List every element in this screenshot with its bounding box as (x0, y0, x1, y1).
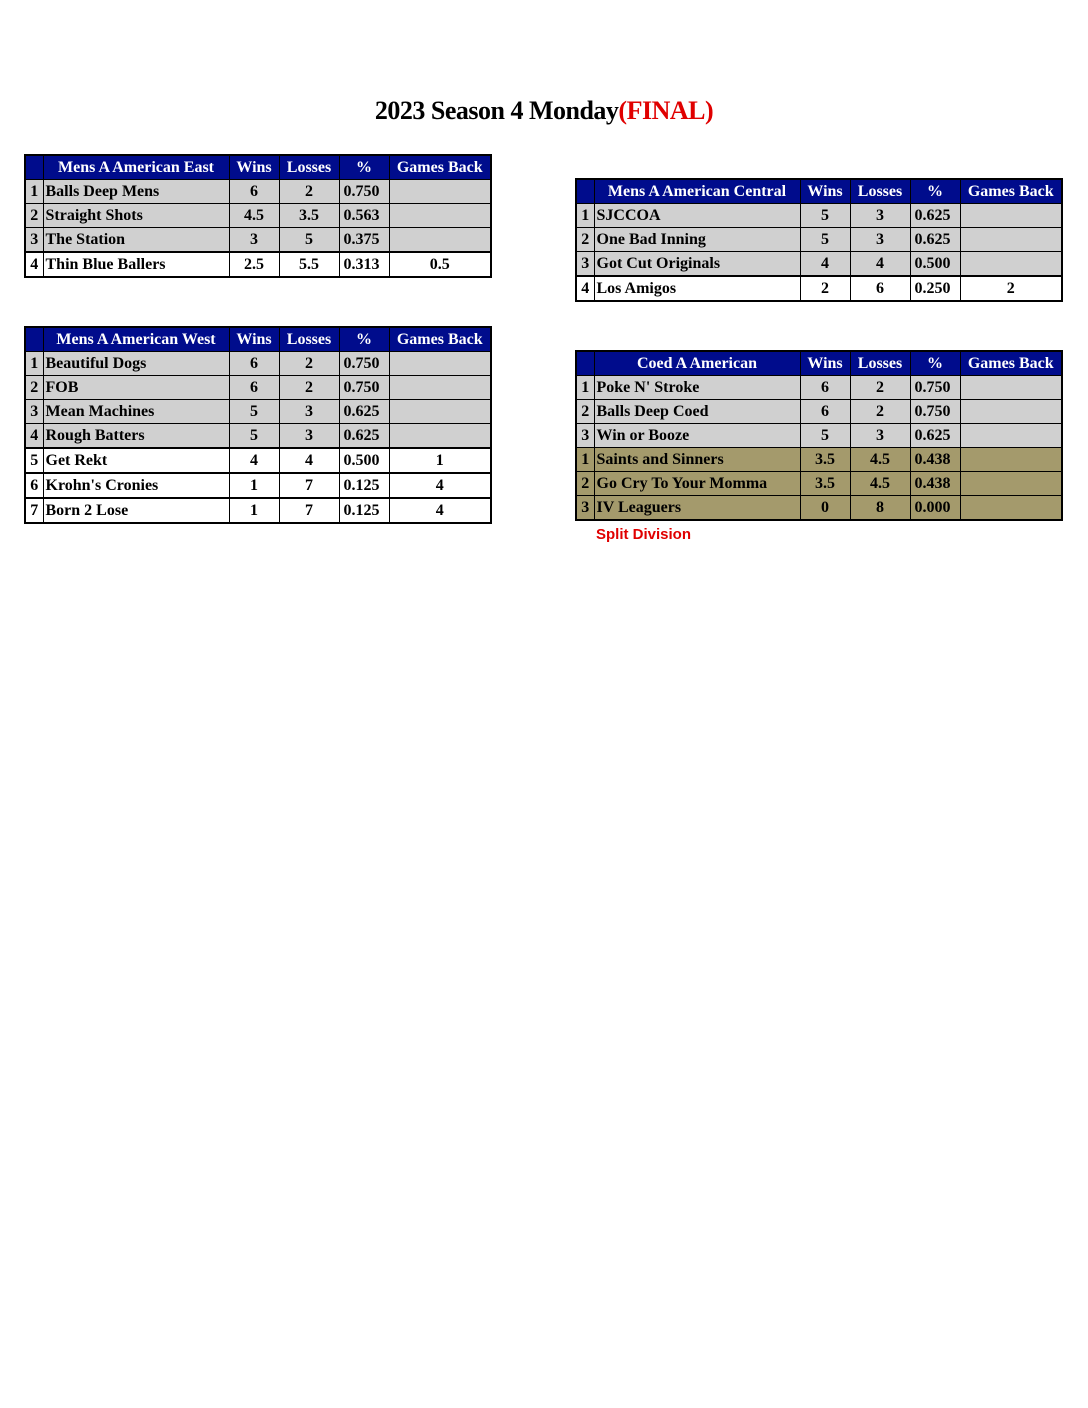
team-cell: One Bad Inning (594, 228, 800, 252)
table-header (25, 155, 491, 180)
rank-cell: 7 (25, 498, 43, 523)
rank-cell: 2 (25, 204, 43, 228)
pct-cell: 0.625 (910, 424, 960, 448)
wins-cell: 6 (229, 352, 279, 376)
games-back-cell (389, 204, 491, 228)
wins-cell: 5 (800, 204, 850, 228)
team-cell: SJCCOA (594, 204, 800, 228)
losses-cell: 4.5 (850, 472, 910, 496)
table-row (25, 228, 491, 253)
table-row (576, 424, 1062, 448)
rank-cell: 1 (576, 448, 594, 472)
team-cell: Saints and Sinners (594, 448, 800, 472)
wins-cell: 5 (229, 400, 279, 424)
team-cell: Get Rekt (43, 448, 229, 473)
team-cell: Rough Batters (43, 424, 229, 449)
losses-cell: 6 (850, 276, 910, 301)
standings-table-west (24, 326, 492, 524)
col-games-back: Games Back (389, 327, 491, 352)
team-cell: IV Leaguers (594, 496, 800, 521)
pct-cell: 0.250 (910, 276, 960, 301)
games-back-cell (960, 424, 1062, 448)
table-row (576, 448, 1062, 472)
games-back-cell (960, 228, 1062, 252)
table-row (576, 276, 1062, 301)
rank-cell: 3 (25, 228, 43, 253)
team-cell: Balls Deep Coed (594, 400, 800, 424)
col-pct: % (339, 327, 389, 352)
pct-cell: 0.125 (339, 498, 389, 523)
rank-cell: 4 (576, 276, 594, 301)
table-row (25, 400, 491, 424)
col-games-back: Games Back (389, 155, 491, 180)
pct-cell: 0.625 (910, 228, 960, 252)
standings-table-central (575, 178, 1063, 302)
rank-cell: 4 (25, 424, 43, 449)
division-name: Mens A American West (43, 327, 229, 352)
table-row (576, 228, 1062, 252)
rank-cell: 6 (25, 473, 43, 498)
pct-cell: 0.625 (339, 424, 389, 449)
col-pct: % (339, 155, 389, 180)
pct-cell: 0.438 (910, 472, 960, 496)
pct-cell: 0.750 (910, 400, 960, 424)
losses-cell: 3.5 (279, 204, 339, 228)
wins-cell: 3.5 (800, 472, 850, 496)
pct-cell: 0.750 (339, 180, 389, 204)
col-wins: Wins (229, 327, 279, 352)
wins-cell: 4.5 (229, 204, 279, 228)
games-back-cell (389, 424, 491, 449)
losses-cell: 2 (279, 180, 339, 204)
losses-cell: 3 (850, 228, 910, 252)
rank-cell: 2 (576, 400, 594, 424)
col-losses: Losses (279, 327, 339, 352)
games-back-cell (960, 252, 1062, 277)
col-games-back: Games Back (960, 179, 1062, 204)
wins-cell: 3 (229, 228, 279, 253)
losses-cell: 5.5 (279, 252, 339, 277)
wins-cell: 5 (800, 228, 850, 252)
division-name: Mens A American East (43, 155, 229, 180)
team-cell: Win or Booze (594, 424, 800, 448)
table-row (576, 204, 1062, 228)
wins-cell: 1 (229, 473, 279, 498)
games-back-cell (389, 352, 491, 376)
table-row (576, 400, 1062, 424)
wins-cell: 2 (800, 276, 850, 301)
wins-cell: 4 (800, 252, 850, 277)
table-row (25, 448, 491, 473)
title-main: 2023 Season 4 Monday (374, 96, 619, 125)
wins-cell: 5 (800, 424, 850, 448)
games-back-cell: 0.5 (389, 252, 491, 277)
team-cell: FOB (43, 376, 229, 400)
split-division-note: Split Division (596, 526, 692, 543)
col-wins: Wins (800, 351, 850, 376)
rank-cell: 5 (25, 448, 43, 473)
col-losses: Losses (850, 179, 910, 204)
games-back-cell (960, 472, 1062, 496)
wins-cell: 5 (229, 424, 279, 449)
table-header (576, 179, 1062, 204)
games-back-cell: 4 (389, 498, 491, 523)
losses-cell: 2 (279, 352, 339, 376)
pct-cell: 0.500 (339, 448, 389, 473)
wins-cell: 3.5 (800, 448, 850, 472)
pct-cell: 0.000 (910, 496, 960, 521)
table-row (25, 180, 491, 204)
table-row (576, 376, 1062, 400)
team-cell: Born 2 Lose (43, 498, 229, 523)
table-row (25, 473, 491, 498)
rank-cell: 1 (576, 204, 594, 228)
rank-cell: 3 (576, 252, 594, 277)
wins-cell: 2.5 (229, 252, 279, 277)
pct-cell: 0.625 (910, 204, 960, 228)
wins-cell: 1 (229, 498, 279, 523)
wins-cell: 6 (229, 180, 279, 204)
pct-cell: 0.563 (339, 204, 389, 228)
team-cell: Krohn's Cronies (43, 473, 229, 498)
games-back-cell (960, 448, 1062, 472)
col-losses: Losses (850, 351, 910, 376)
pct-cell: 0.375 (339, 228, 389, 253)
col-pct: % (910, 179, 960, 204)
losses-cell: 2 (850, 400, 910, 424)
col-losses: Losses (279, 155, 339, 180)
wins-cell: 6 (229, 376, 279, 400)
wins-cell: 0 (800, 496, 850, 521)
col-wins: Wins (229, 155, 279, 180)
games-back-cell (389, 376, 491, 400)
table-header (25, 327, 491, 352)
losses-cell: 7 (279, 498, 339, 523)
games-back-cell: 4 (389, 473, 491, 498)
pct-cell: 0.438 (910, 448, 960, 472)
col-games-back: Games Back (960, 351, 1062, 376)
games-back-cell (389, 228, 491, 253)
standings-table-coed (575, 350, 1063, 521)
rank-cell: 3 (576, 424, 594, 448)
rank-cell: 1 (25, 180, 43, 204)
table-row (25, 252, 491, 277)
games-back-cell: 1 (389, 448, 491, 473)
losses-cell: 3 (279, 424, 339, 449)
col-pct: % (910, 351, 960, 376)
team-cell: Go Cry To Your Momma (594, 472, 800, 496)
table-row (576, 472, 1062, 496)
losses-cell: 4 (850, 252, 910, 277)
losses-cell: 2 (850, 376, 910, 400)
pct-cell: 0.625 (339, 400, 389, 424)
team-cell: Balls Deep Mens (43, 180, 229, 204)
losses-cell: 5 (279, 228, 339, 253)
table-row (25, 204, 491, 228)
rank-cell: 2 (25, 376, 43, 400)
team-cell: Los Amigos (594, 276, 800, 301)
table-row (576, 252, 1062, 277)
losses-cell: 4 (279, 448, 339, 473)
division-name: Coed A American (594, 351, 800, 376)
team-cell: Got Cut Originals (594, 252, 800, 277)
rank-cell: 4 (25, 252, 43, 277)
rank-cell: 3 (576, 496, 594, 521)
team-cell: The Station (43, 228, 229, 253)
games-back-cell (389, 180, 491, 204)
losses-cell: 3 (850, 424, 910, 448)
rank-cell: 2 (576, 228, 594, 252)
pct-cell: 0.750 (910, 376, 960, 400)
team-cell: Mean Machines (43, 400, 229, 424)
losses-cell: 8 (850, 496, 910, 521)
table-header (576, 351, 1062, 376)
pct-cell: 0.500 (910, 252, 960, 277)
wins-cell: 6 (800, 376, 850, 400)
rank-cell: 2 (576, 472, 594, 496)
page-title (0, 96, 1088, 126)
standings-table-east (24, 154, 492, 278)
division-name: Mens A American Central (594, 179, 800, 204)
title-final-status: (FINAL) (618, 96, 714, 125)
rank-cell: 1 (576, 376, 594, 400)
table-row (576, 496, 1062, 521)
games-back-cell: 2 (960, 276, 1062, 301)
col-wins: Wins (800, 179, 850, 204)
games-back-cell (960, 376, 1062, 400)
losses-cell: 3 (850, 204, 910, 228)
losses-cell: 3 (279, 400, 339, 424)
team-cell: Poke N' Stroke (594, 376, 800, 400)
pct-cell: 0.313 (339, 252, 389, 277)
pct-cell: 0.750 (339, 352, 389, 376)
table-row (25, 498, 491, 523)
rank-cell: 1 (25, 352, 43, 376)
games-back-cell (389, 400, 491, 424)
table-row (25, 352, 491, 376)
pct-cell: 0.125 (339, 473, 389, 498)
rank-cell: 3 (25, 400, 43, 424)
team-cell: Straight Shots (43, 204, 229, 228)
wins-cell: 6 (800, 400, 850, 424)
table-row (25, 424, 491, 449)
table-row (25, 376, 491, 400)
team-cell: Thin Blue Ballers (43, 252, 229, 277)
losses-cell: 2 (279, 376, 339, 400)
games-back-cell (960, 496, 1062, 521)
team-cell: Beautiful Dogs (43, 352, 229, 376)
losses-cell: 4.5 (850, 448, 910, 472)
games-back-cell (960, 204, 1062, 228)
games-back-cell (960, 400, 1062, 424)
pct-cell: 0.750 (339, 376, 389, 400)
wins-cell: 4 (229, 448, 279, 473)
losses-cell: 7 (279, 473, 339, 498)
